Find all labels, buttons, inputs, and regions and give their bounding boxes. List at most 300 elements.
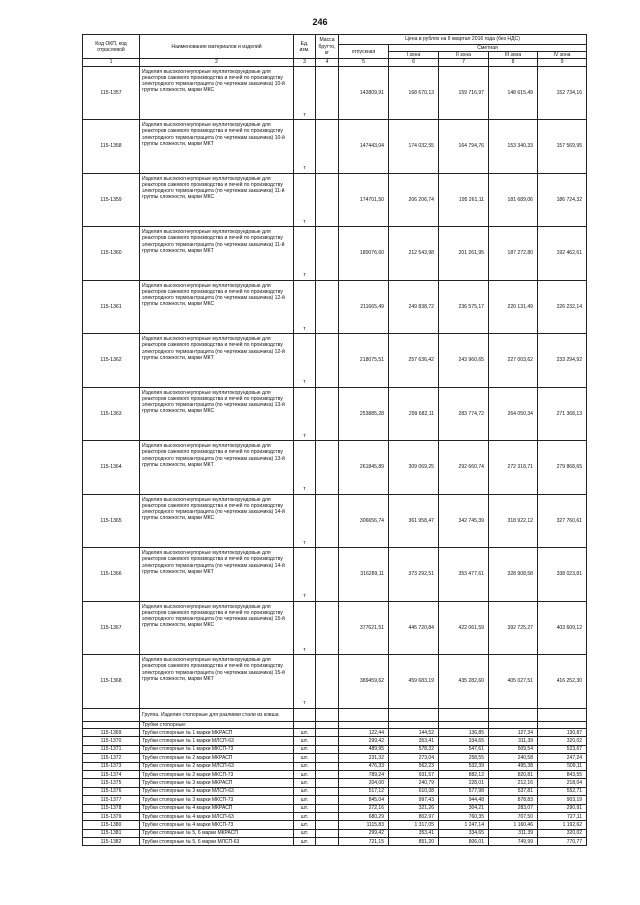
row-price-zone-3: 311,39 (489, 737, 538, 745)
row-price-zone-1: 168 670,13 (389, 66, 439, 120)
empty-cell (439, 721, 489, 728)
group-title: Группа. Изделия стопорные для разливки стали из ковша (140, 708, 294, 721)
row-price-otpusknaya: 845,04 (339, 796, 389, 804)
header-zone-3: III зона (489, 52, 538, 59)
empty-cell (316, 721, 339, 728)
row-price-zone-3: 820,81 (489, 770, 538, 778)
table-row (83, 387, 587, 441)
table-row (83, 548, 587, 602)
row-price-zone-4: 727,11 (538, 812, 587, 820)
empty-cell (389, 708, 439, 721)
column-number: 9 (538, 59, 587, 66)
row-price-zone-1: 851,20 (389, 838, 439, 846)
row-price-zone-2: 334,65 (439, 737, 489, 745)
row-price-zone-4: 290,91 (538, 804, 587, 812)
page-number: 246 (312, 17, 328, 27)
row-price-zone-2: 195 261,11 (439, 173, 489, 227)
row-price-otpusknaya: 476,33 (339, 762, 389, 770)
empty-cell (294, 708, 316, 721)
row-price-zone-1: 802,97 (389, 812, 439, 820)
table-row (83, 601, 587, 655)
table-row (83, 804, 587, 812)
row-code: 115-1369 (83, 729, 140, 737)
row-price-zone-2: 944,48 (439, 796, 489, 804)
table-row (83, 812, 587, 820)
row-unit: т (294, 120, 316, 174)
column-number: 6 (389, 59, 439, 66)
row-name: Изделия высокоогнеупорные муллитокорундовые для реакторов сажевого производства и печей по производству электродного термоантрацита (по чертежам заказчика) 11-й группы сложности, марки МКТ (140, 227, 294, 281)
row-price-zone-1: 562,23 (389, 762, 439, 770)
row-price-otpusknaya: 306656,74 (339, 494, 389, 548)
row-price-zone-1: 353,41 (389, 829, 439, 837)
row-code: 115-1376 (83, 787, 140, 795)
row-price-otpusknaya: 299,42 (339, 737, 389, 745)
header-row (83, 35, 587, 45)
row-code: 115-1382 (83, 838, 140, 846)
row-price-zone-4: 271 368,13 (538, 387, 587, 441)
row-mass (316, 838, 339, 846)
row-price-zone-3: 272 318,71 (489, 441, 538, 495)
row-price-otpusknaya: 261845,89 (339, 441, 389, 495)
row-code (83, 721, 140, 728)
row-price-zone-4: 327 760,61 (538, 494, 587, 548)
row-name: Изделия высокоогнеупорные муллитокорундовые для реакторов сажевого производства и печей по производству электродного термоантрацита (по чертежам заказчика) 15-й группы сложности, марки МКС (140, 601, 294, 655)
row-price-zone-2: 353 477,61 (439, 548, 489, 602)
row-price-zone-3: 127,34 (489, 729, 538, 737)
empty-cell (538, 721, 587, 728)
row-mass (316, 120, 339, 174)
row-price-zone-1: 578,32 (389, 745, 439, 753)
row-price-zone-2: 532,39 (439, 762, 489, 770)
row-price-zone-2: 243 960,65 (439, 334, 489, 388)
row-price-otpusknaya: 517,12 (339, 787, 389, 795)
row-code: 115-1379 (83, 812, 140, 820)
row-price-zone-3: 220 131,49 (489, 280, 538, 334)
row-price-otpusknaya: 721,15 (339, 838, 389, 846)
row-mass (316, 812, 339, 820)
row-price-zone-1: 997,43 (389, 796, 439, 804)
table-row (83, 173, 587, 227)
row-unit: т (294, 494, 316, 548)
row-unit: т (294, 601, 316, 655)
row-mass (316, 655, 339, 709)
row-price-zone-3: 707,50 (489, 812, 538, 820)
row-price-otpusknaya: 489,95 (339, 745, 389, 753)
row-price-zone-1: 445 720,84 (389, 601, 439, 655)
row-mass (316, 787, 339, 795)
row-price-zone-3: 240,58 (489, 754, 538, 762)
table-row (83, 829, 587, 837)
row-price-zone-2: 577,98 (439, 787, 489, 795)
row-price-zone-2: 258,55 (439, 754, 489, 762)
row-price-otpusknaya: 299,42 (339, 829, 389, 837)
row-unit: т (294, 227, 316, 281)
header-mass: Масса брутто, кг (316, 35, 339, 59)
header-otpusknaya: отпускная (339, 45, 389, 59)
row-price-zone-2: 292 660,74 (439, 441, 489, 495)
row-code: 115-1365 (83, 494, 140, 548)
row-price-zone-4: 279 868,65 (538, 441, 587, 495)
row-code: 115-1371 (83, 745, 140, 753)
row-price-zone-2: 342 745,39 (439, 494, 489, 548)
row-unit: т (294, 334, 316, 388)
row-price-zone-2: 1 247,14 (439, 821, 489, 829)
row-name: Изделия высокоогнеупорные муллитокорундовые для реакторов сажевого производства и печей по производству электродного термоантрацита (по чертежам заказчика) 12-й группы сложности, марки МКС (140, 280, 294, 334)
row-unit: шт. (294, 754, 316, 762)
row-unit: шт. (294, 838, 316, 846)
row-unit: т (294, 441, 316, 495)
row-price-zone-3: 181 689,06 (489, 173, 538, 227)
row-mass (316, 745, 339, 753)
row-name: Трубки стопорные № 5, 6 марки МЛСП-63 (140, 838, 294, 846)
row-code: 115-1366 (83, 548, 140, 602)
row-code: 115-1364 (83, 441, 140, 495)
row-price-zone-4: 226 232,14 (538, 280, 587, 334)
table-row (83, 334, 587, 388)
row-price-zone-3: 264 050,34 (489, 387, 538, 441)
row-price-zone-3: 509,54 (489, 745, 538, 753)
subgroup-title-row (83, 721, 587, 728)
row-mass (316, 779, 339, 787)
row-price-zone-2: 760,35 (439, 812, 489, 820)
row-price-zone-3: 405 027,51 (489, 655, 538, 709)
row-price-otpusknaya: 377621,51 (339, 601, 389, 655)
row-price-otpusknaya: 253885,28 (339, 387, 389, 441)
row-mass (316, 804, 339, 812)
row-price-zone-2: 882,12 (439, 770, 489, 778)
row-unit: т (294, 280, 316, 334)
row-price-zone-1: 144,52 (389, 729, 439, 737)
row-unit: т (294, 548, 316, 602)
row-price-zone-4: 130,87 (538, 729, 587, 737)
row-mass (316, 829, 339, 837)
row-price-zone-4: 192 462,61 (538, 227, 587, 281)
row-price-otpusknaya: 142809,91 (339, 66, 389, 120)
row-code: 115-1363 (83, 387, 140, 441)
row-mass (316, 762, 339, 770)
row-name: Изделия высокоогнеупорные муллитокорундовые для реакторов сажевого производства и печей по производству электродного термоантрацита (по чертежам заказчика) 10-й группы сложности, марки МКТ (140, 120, 294, 174)
row-unit: шт. (294, 779, 316, 787)
row-price-zone-2: 236 575,17 (439, 280, 489, 334)
row-unit: т (294, 66, 316, 120)
row-price-zone-1: 373 292,51 (389, 548, 439, 602)
row-price-zone-3: 318 922,12 (489, 494, 538, 548)
row-mass (316, 494, 339, 548)
row-price-zone-1: 273,04 (389, 754, 439, 762)
table-row (83, 754, 587, 762)
row-code: 115-1370 (83, 737, 140, 745)
row-name: Трубки стопорные № 1 марки МКСП-73 (140, 745, 294, 753)
empty-cell (339, 708, 389, 721)
row-price-otpusknaya: 231,32 (339, 754, 389, 762)
row-price-zone-1: 1 317,05 (389, 821, 439, 829)
row-price-zone-3: 283,07 (489, 804, 538, 812)
row-code: 115-1372 (83, 754, 140, 762)
row-price-otpusknaya: 211665,49 (339, 280, 389, 334)
row-price-zone-1: 299 682,11 (389, 387, 439, 441)
row-price-otpusknaya: 218075,51 (339, 334, 389, 388)
row-mass (316, 770, 339, 778)
row-price-zone-1: 610,38 (389, 787, 439, 795)
table-row (83, 66, 587, 120)
header-smetnaya: Сметная (389, 45, 587, 52)
row-price-zone-1: 309 069,25 (389, 441, 439, 495)
row-price-zone-1: 353,41 (389, 737, 439, 745)
row-price-zone-4: 338 023,81 (538, 548, 587, 602)
row-price-zone-4: 403 609,12 (538, 601, 587, 655)
row-name: Трубки стопорные № 2 марки МКРАСП (140, 754, 294, 762)
empty-cell (339, 721, 389, 728)
row-price-otpusknaya: 147443,04 (339, 120, 389, 174)
row-name: Трубки стопорные № 4 марки МКРАСП (140, 804, 294, 812)
row-unit: шт. (294, 770, 316, 778)
row-name: Трубки стопорные № 1 марки МЛСП-63 (140, 737, 294, 745)
row-price-otpusknaya: 122,44 (339, 729, 389, 737)
row-code: 115-1374 (83, 770, 140, 778)
table-row (83, 770, 587, 778)
row-price-zone-4: 416 252,30 (538, 655, 587, 709)
row-unit: шт. (294, 737, 316, 745)
row-price-zone-2: 547,61 (439, 745, 489, 753)
row-unit: т (294, 655, 316, 709)
row-price-zone-2: 228,01 (439, 779, 489, 787)
table-row (83, 821, 587, 829)
row-price-zone-2: 334,65 (439, 829, 489, 837)
empty-cell (439, 708, 489, 721)
empty-cell (316, 708, 339, 721)
row-price-zone-4: 523,67 (538, 745, 587, 753)
row-unit: шт. (294, 804, 316, 812)
row-code: 115-1357 (83, 66, 140, 120)
row-price-zone-4: 770,77 (538, 838, 587, 846)
row-price-zone-1: 459 683,19 (389, 655, 439, 709)
row-name: Изделия высокоогнеупорные муллитокорундовые для реакторов сажевого производства и печей по производству электродного термоантрацита (по чертежам заказчика) 11-й группы сложности, марки МКС (140, 173, 294, 227)
row-unit: шт. (294, 796, 316, 804)
row-code: 115-1381 (83, 829, 140, 837)
row-price-zone-1: 249 838,72 (389, 280, 439, 334)
row-price-zone-4: 843,55 (538, 770, 587, 778)
row-unit: шт. (294, 762, 316, 770)
row-price-zone-3: 212,16 (489, 779, 538, 787)
row-mass (316, 548, 339, 602)
row-unit: шт. (294, 812, 316, 820)
header-name: Наименование материалов и изделий (140, 35, 294, 59)
empty-cell (538, 708, 587, 721)
row-price-zone-4: 152 734,16 (538, 66, 587, 120)
header-unit: Ед. изм. (294, 35, 316, 59)
row-price-zone-2: 201 261,95 (439, 227, 489, 281)
row-code: 115-1380 (83, 821, 140, 829)
row-mass (316, 173, 339, 227)
row-price-zone-4: 903,19 (538, 796, 587, 804)
row-price-zone-3: 878,83 (489, 796, 538, 804)
column-number: 5 (339, 59, 389, 66)
row-price-zone-2: 283 774,72 (439, 387, 489, 441)
row-code: 115-1359 (83, 173, 140, 227)
row-mass (316, 737, 339, 745)
header-code: Код ОКП, код отраслевой (83, 35, 140, 59)
row-price-zone-4: 233 294,92 (538, 334, 587, 388)
row-name: Изделия высокоогнеупорные муллитокорундовые для реакторов сажевого производства и печей по производству электродного термоантрацита (по чертежам заказчика) 14-й группы сложности, марки МКТ (140, 548, 294, 602)
table-row (83, 655, 587, 709)
row-code: 115-1377 (83, 796, 140, 804)
row-price-zone-3: 1 160,46 (489, 821, 538, 829)
empty-cell (389, 721, 439, 728)
row-name: Изделия высокоогнеупорные муллитокорундовые для реакторов сажевого производства и печей по производству электродного термоантрацита (по чертежам заказчика) 14-й группы сложности, марки МКС (140, 494, 294, 548)
row-code: 115-1375 (83, 779, 140, 787)
row-unit: шт. (294, 729, 316, 737)
group-title-row (83, 708, 587, 721)
row-mass (316, 334, 339, 388)
row-code: 115-1360 (83, 227, 140, 281)
empty-cell (489, 721, 538, 728)
table-row (83, 227, 587, 281)
column-number: 4 (316, 59, 339, 66)
row-code: 115-1368 (83, 655, 140, 709)
row-price-zone-3: 328 908,58 (489, 548, 538, 602)
row-code: 115-1373 (83, 762, 140, 770)
row-name: Трубки стопорные № 3 марки МЛСП-63 (140, 787, 294, 795)
empty-cell (489, 708, 538, 721)
column-number: 8 (489, 59, 538, 66)
table-row (83, 787, 587, 795)
row-price-zone-1: 206 206,74 (389, 173, 439, 227)
row-price-otpusknaya: 389459,62 (339, 655, 389, 709)
column-number-row (83, 59, 587, 66)
row-price-zone-4: 1 192,62 (538, 821, 587, 829)
row-price-zone-4: 247,24 (538, 754, 587, 762)
row-code (83, 708, 140, 721)
row-price-otpusknaya: 174701,50 (339, 173, 389, 227)
row-price-zone-2: 806,01 (439, 838, 489, 846)
row-price-zone-4: 186 724,32 (538, 173, 587, 227)
row-price-otpusknaya: 204,00 (339, 779, 389, 787)
row-price-zone-3: 311,39 (489, 829, 538, 837)
row-price-zone-4: 157 569,95 (538, 120, 587, 174)
table-row (83, 441, 587, 495)
row-name: Трубки стопорные № 3 марки МКСП-73 (140, 796, 294, 804)
row-price-zone-1: 321,26 (389, 804, 439, 812)
row-code: 115-1358 (83, 120, 140, 174)
row-name: Трубки стопорные № 5, 6 марки МКРАСП (140, 829, 294, 837)
row-mass (316, 280, 339, 334)
table-row (83, 745, 587, 753)
row-price-zone-2: 304,21 (439, 804, 489, 812)
table-row (83, 494, 587, 548)
row-unit: т (294, 387, 316, 441)
row-mass (316, 729, 339, 737)
column-number: 1 (83, 59, 140, 66)
subgroup-title: Трубки стопорные: (140, 721, 294, 728)
row-price-zone-1: 361 958,47 (389, 494, 439, 548)
header-zone-4: IV зона (538, 52, 587, 59)
row-price-otpusknaya: 680,29 (339, 812, 389, 820)
row-mass (316, 754, 339, 762)
row-price-zone-4: 509,11 (538, 762, 587, 770)
row-name: Трубки стопорные № 2 марки МЛСП-63 (140, 762, 294, 770)
row-price-zone-3: 153 340,33 (489, 120, 538, 174)
row-mass (316, 821, 339, 829)
row-price-otpusknaya: 1115,83 (339, 821, 389, 829)
row-price-otpusknaya: 180076,60 (339, 227, 389, 281)
row-price-zone-3: 749,99 (489, 838, 538, 846)
row-price-zone-1: 257 636,42 (389, 334, 439, 388)
row-code: 115-1378 (83, 804, 140, 812)
row-price-zone-3: 392 725,27 (489, 601, 538, 655)
row-price-otpusknaya: 316289,11 (339, 548, 389, 602)
column-number: 7 (439, 59, 489, 66)
row-price-zone-4: 552,71 (538, 787, 587, 795)
table-row (83, 762, 587, 770)
row-name: Изделия высокоогнеупорные муллитокорундовые для реакторов сажевого производства и печей по производству электродного термоантрацита (по чертежам заказчика) 15-й группы сложности, марки МКТ (140, 655, 294, 709)
row-price-zone-4: 320,02 (538, 829, 587, 837)
row-mass (316, 441, 339, 495)
row-price-zone-2: 422 061,59 (439, 601, 489, 655)
column-number: 2 (140, 59, 294, 66)
row-code: 115-1361 (83, 280, 140, 334)
row-price-zone-4: 218,04 (538, 779, 587, 787)
row-price-zone-2: 136,85 (439, 729, 489, 737)
header-price: Цена в рублях на II квартал 2016 года (без НДС) (339, 35, 587, 45)
header-zone-2: II зона (439, 52, 489, 59)
row-name: Трубки стопорные № 2 марки МКСП-73 (140, 770, 294, 778)
row-unit: шт. (294, 745, 316, 753)
row-price-zone-2: 435 282,60 (439, 655, 489, 709)
table-row (83, 796, 587, 804)
table-row (83, 280, 587, 334)
row-code: 115-1362 (83, 334, 140, 388)
row-mass (316, 387, 339, 441)
row-mass (316, 227, 339, 281)
row-name: Изделия высокоогнеупорные муллитокорундовые для реакторов сажевого производства и печей по производству электродного термоантрацита (по чертежам заказчика) 13-й группы сложности, марки МКТ (140, 441, 294, 495)
row-mass (316, 601, 339, 655)
row-unit: шт. (294, 829, 316, 837)
row-price-zone-2: 159 716,97 (439, 66, 489, 120)
table-row (83, 737, 587, 745)
row-unit: шт. (294, 787, 316, 795)
row-unit: шт. (294, 821, 316, 829)
row-mass (316, 66, 339, 120)
row-name: Изделия высокоогнеупорные муллитокорундовые для реакторов сажевого производства и печей по производству электродного термоантрацита (по чертежам заказчика) 10-й группы сложности, марки МКС (140, 66, 294, 120)
row-price-otpusknaya: 272,16 (339, 804, 389, 812)
row-price-zone-3: 148 615,49 (489, 66, 538, 120)
row-name: Изделия высокоогнеупорные муллитокорундовые для реакторов сажевого производства и печей по производству электродного термоантрацита (по чертежам заказчика) 13-й группы сложности, марки МКС (140, 387, 294, 441)
table-row (83, 838, 587, 846)
header-zone-1: I зона (389, 52, 439, 59)
table-row (83, 729, 587, 737)
price-table (82, 34, 587, 846)
row-name: Трубки стопорные № 4 марки МЛСП-63 (140, 812, 294, 820)
row-price-zone-4: 320,02 (538, 737, 587, 745)
row-price-zone-1: 212 543,98 (389, 227, 439, 281)
table-row (83, 120, 587, 174)
row-unit: т (294, 173, 316, 227)
row-price-otpusknaya: 789,24 (339, 770, 389, 778)
row-price-zone-1: 931,57 (389, 770, 439, 778)
row-price-zone-3: 187 272,80 (489, 227, 538, 281)
row-price-zone-3: 227 003,62 (489, 334, 538, 388)
row-price-zone-3: 495,38 (489, 762, 538, 770)
row-price-zone-2: 164 794,76 (439, 120, 489, 174)
row-name: Трубки стопорные № 4 марки МКСП-73 (140, 821, 294, 829)
row-name: Изделия высокоогнеупорные муллитокорундовые для реакторов сажевого производства и печей по производству электродного термоантрацита (по чертежам заказчика) 12-й группы сложности, марки МКТ (140, 334, 294, 388)
row-price-zone-1: 240,79 (389, 779, 439, 787)
row-mass (316, 796, 339, 804)
row-code: 115-1367 (83, 601, 140, 655)
row-name: Трубки стопорные № 1 марки МКРАСП (140, 729, 294, 737)
table-row (83, 779, 587, 787)
empty-cell (294, 721, 316, 728)
